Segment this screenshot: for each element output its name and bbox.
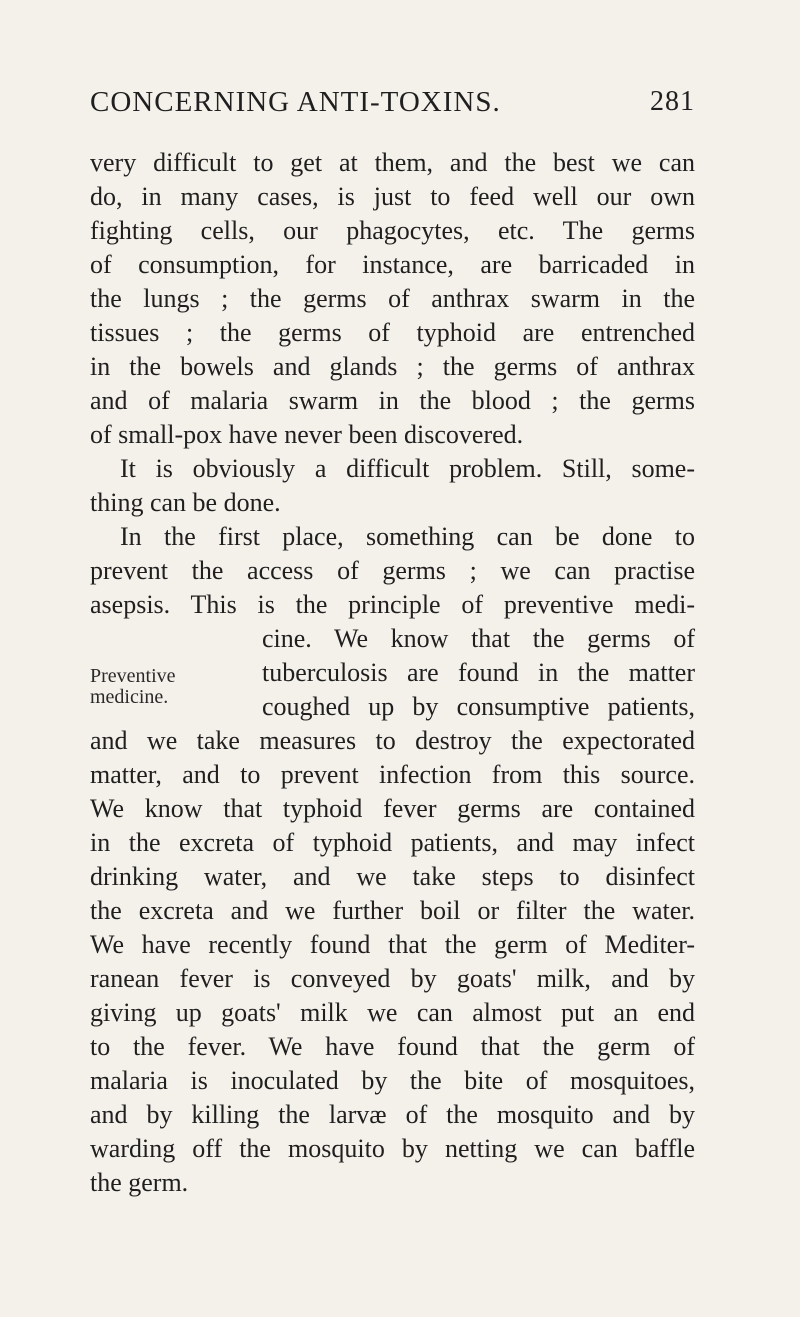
text-line: malaria is inoculated by the bite of mosquitoes, xyxy=(90,1066,695,1095)
text-line: the excreta and we further boil or filter the water. xyxy=(90,896,695,925)
text-line: the lungs ; the germs of anthrax swarm in the xyxy=(90,284,695,313)
text-line: and of malaria swarm in the blood ; the germs xyxy=(90,386,695,415)
text-line: to the fever. We have found that the germ of xyxy=(90,1032,695,1061)
text-line: We know that typhoid fever germs are contained xyxy=(90,794,695,823)
text-line: tissues ; the germs of typhoid are entrenched xyxy=(90,318,695,347)
text-line: and by killing the larvæ of the mosquito and by xyxy=(90,1100,695,1129)
margin-note-line: medicine. xyxy=(90,686,169,708)
text-line: of small-pox have never been discovered. xyxy=(90,420,524,449)
text-line: In the first place, something can be done to xyxy=(120,522,695,551)
text-line: in the excreta of typhoid patients, and may infect xyxy=(90,828,695,857)
text-line: do, in many cases, is just to feed well our own xyxy=(90,182,695,211)
text-line: ranean fever is conveyed by goats' milk, and by xyxy=(90,964,695,993)
text-line: in the bowels and glands ; the germs of anthrax xyxy=(90,352,695,381)
text-line: It is obviously a difficult problem. Still, some- xyxy=(120,454,695,483)
text-line: and we take measures to destroy the expectorated xyxy=(90,726,695,755)
text-line: cine. We know that the germs of xyxy=(262,624,695,653)
text-line: of consumption, for instance, are barricaded in xyxy=(90,250,695,279)
text-line: We have recently found that the germ of Mediter- xyxy=(90,930,695,959)
text-line: coughed up by consumptive patients, xyxy=(262,692,695,721)
text-line: giving up goats' milk we can almost put an end xyxy=(90,998,695,1027)
text-line: thing can be done. xyxy=(90,488,281,517)
chapter-title: CONCERNING ANTI-TOXINS. xyxy=(90,86,501,118)
margin-note-line: Preventive xyxy=(90,665,176,687)
text-line: very difficult to get at them, and the best we can xyxy=(90,148,695,177)
text-line: fighting cells, our phagocytes, etc. The germs xyxy=(90,216,695,245)
text-line: matter, and to prevent infection from this source. xyxy=(90,760,695,789)
text-line: the germ. xyxy=(90,1168,189,1197)
text-line: tuberculosis are found in the matter xyxy=(262,658,695,687)
margin-note xyxy=(90,666,260,708)
text-line: drinking water, and we take steps to disinfect xyxy=(90,862,695,891)
text-line: prevent the access of germs ; we can practise xyxy=(90,556,695,585)
running-head xyxy=(90,86,695,126)
text-line: warding off the mosquito by netting we can baffle xyxy=(90,1134,695,1163)
text-line: asepsis. This is the principle of preventive medi- xyxy=(90,590,695,619)
page-number: 281 xyxy=(650,86,695,117)
